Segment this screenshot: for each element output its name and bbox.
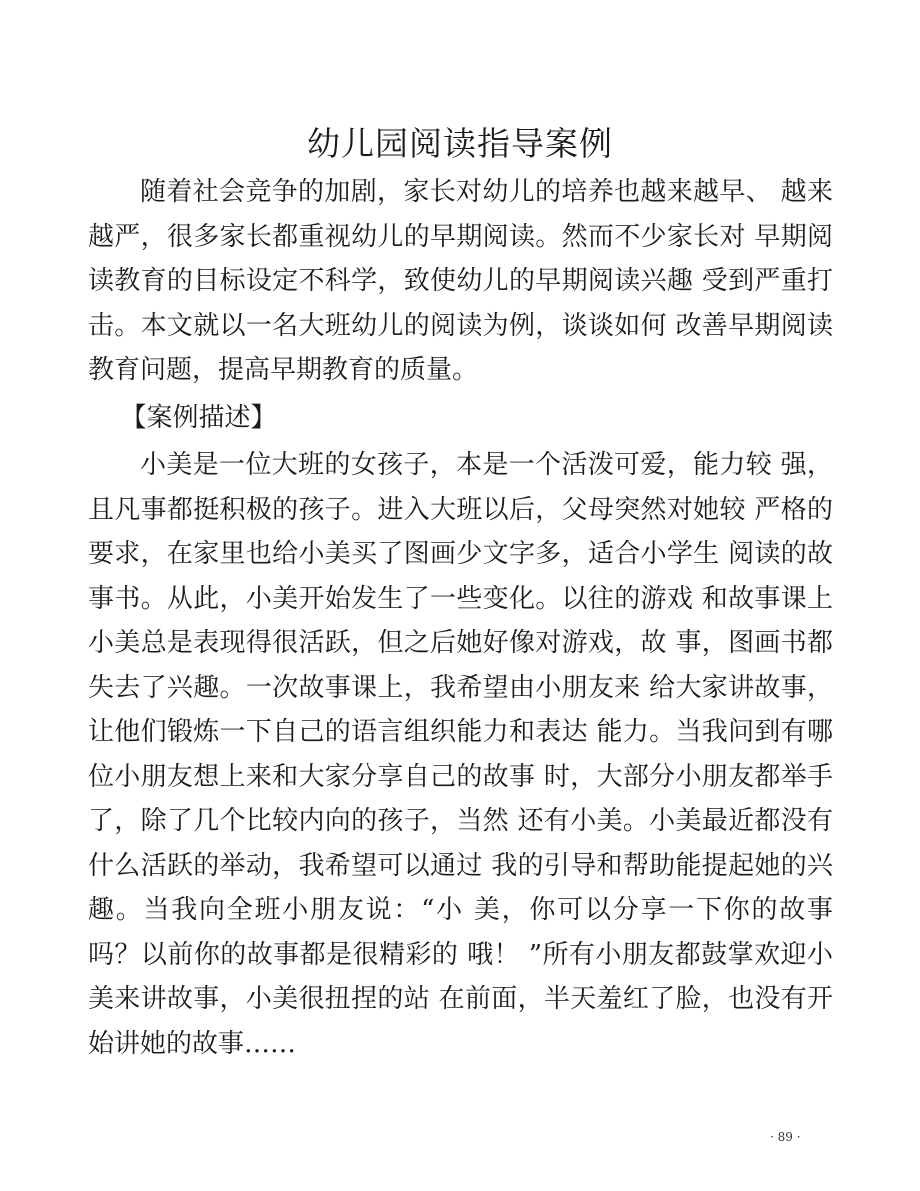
page-number: · 89 · [770,1130,801,1144]
section-heading-case-description: 【案例描述】 [120,402,277,433]
case-paragraph: 小美是一位大班的女孩子，本是一个活泼可爱，能力较 强，且凡事都挺积极的孩子。进入大班以后，父母突然对她较 严格的要求，在家里也给小美买了图画少文字多，适合小学生 阅读的故事书。从此，小美开始发生了一些变化。以往的游戏 和故事课上小美总是表现得很活跃，但之后她好像对游戏，故 事，图画书都失去了兴趣。一次故事课上，我希望由小朋友来 给大家讲故事，让他们锻炼一下自己的语言组织能力和表达 能力。当我问到有哪位小朋友想上来和大家分享自己的故事 时，大部分小朋友都举手了，除了几个比较内向的孩子，当然 还有小美。小美最近都没有什么活跃的举动，我希望可以通过 我的引导和帮助能提起她的兴趣。当我向全班小朋友说：“小 美，你可以分享一下你的故事吗？以前你的故事都是很精彩的 哦！ ”所有小朋友都鼓掌欢迎小美来讲故事，小美很扭捏的站 在前面，半天羞红了脸，也没有开始讲她的故事…… [88,450,833,1059]
document-title: 幼儿园阅读指导案例 [307,124,613,163]
document-body [88,170,833,1066]
intro-paragraph: 随着社会竞争的加剧，家长对幼儿的培养也越来越早、 越来越严，很多家长都重视幼儿的早期阅读。然而不少家长对 早期阅读教育的目标设定不科学，致使幼儿的早期阅读兴趣 受到严重打击。本文就以一名大班幼儿的阅读为例，谈谈如何 改善早期阅读教育问题，提高早期教育的质量。 [88,177,833,385]
